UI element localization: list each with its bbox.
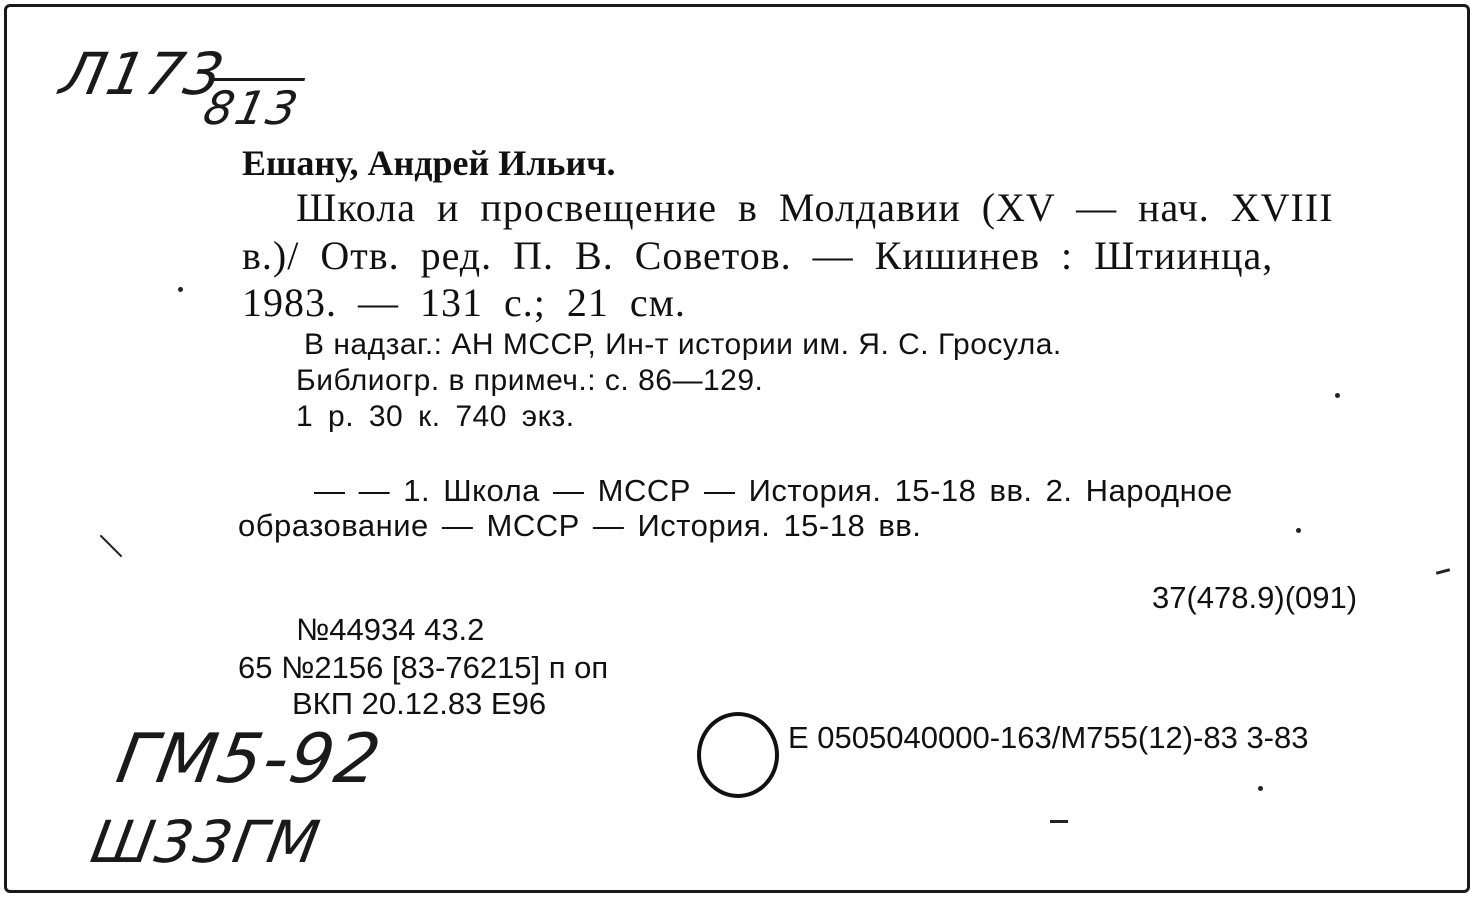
scan-speck xyxy=(1335,393,1340,398)
vkp-line: ВКП 20.12.83 Е96 xyxy=(292,686,547,721)
title-line-2: в.)/ Отв. ред. П. В. Советов. — Кишинев : Штиинца, xyxy=(242,233,1274,278)
shelfmark-fraction: 813 xyxy=(199,78,305,135)
index-code: Е 0505040000-163/М755(12)-83 3-83 xyxy=(788,720,1309,755)
handwritten-shelfmark xyxy=(55,40,232,108)
scan-speck xyxy=(1258,786,1263,791)
shelfmark-number: Л173 xyxy=(54,40,232,108)
title-line-3: 1983. — 131 с.; 21 см. xyxy=(242,280,686,325)
copyright-circle xyxy=(697,712,779,798)
scan-speck xyxy=(1296,528,1301,533)
udc-code: 37(478.9)(091) xyxy=(1152,580,1358,615)
handwritten-code: Ш33ГМ xyxy=(86,808,327,876)
handwritten-inventory: ГМ5-92 xyxy=(111,720,388,799)
subject-line-1: — — 1. Школа — МССР — История. 15-18 вв. 2. Народное xyxy=(314,473,1233,508)
note-parent-org: В надзаг.: АН МССР, Ин-т истории им. Я. С. Гросула. xyxy=(304,328,1062,361)
subject-line-2: образование — МССР — История. 15-18 вв. xyxy=(238,508,922,543)
title-line-1: Школа и просвещение в Молдавии (XV — нач. XVIII xyxy=(296,185,1334,230)
note-bibliography: Библиогр. в примеч.: с. 86—129. xyxy=(296,364,764,397)
scan-speck xyxy=(178,287,183,292)
scan-mark xyxy=(1050,820,1068,823)
record-number: №44934 43.2 xyxy=(296,612,485,647)
registration-number: 65 №2156 [83-76215] п оп xyxy=(238,650,609,685)
price-print-run: 1 р. 30 к. 740 экз. xyxy=(296,400,575,433)
author-heading: Ешану, Андрей Ильич. xyxy=(242,143,616,183)
